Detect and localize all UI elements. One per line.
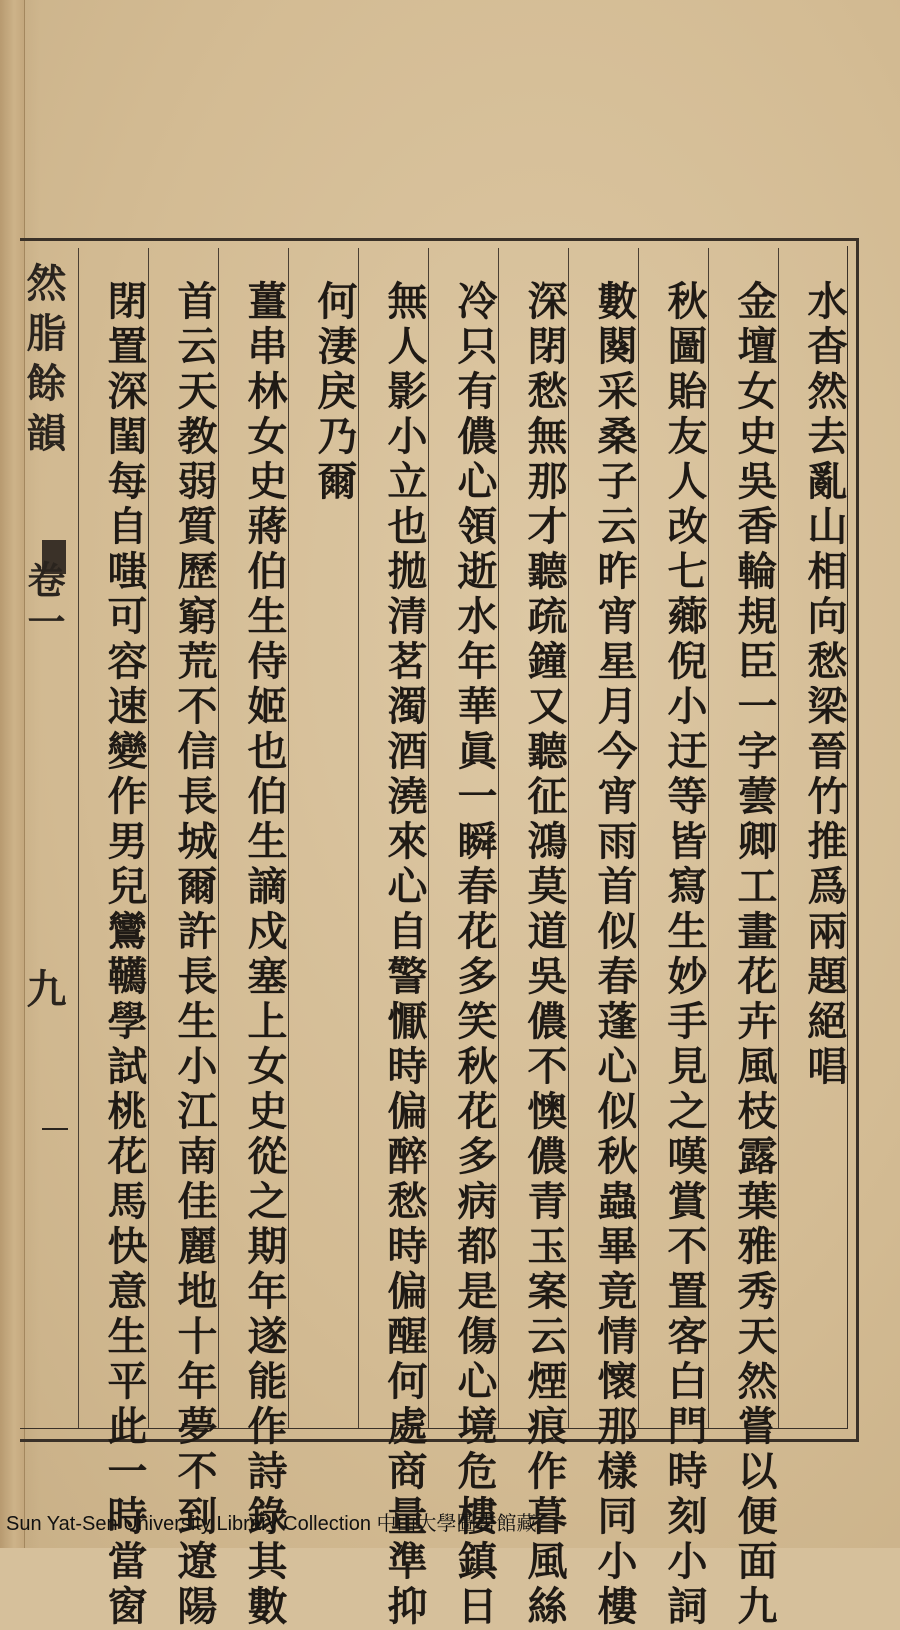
text-column-1: 水杳然去亂山相向愁梁晉竹推爲兩題絕唱 [801,280,848,1090]
text-column-4: 數闋采桑子云昨宵星月今宵雨首似春蓬心似秋蟲畢竟情懷那樣同小樓 [591,280,638,1630]
collection-caption: Sun Yat-Sen University Library Collection 中山大學圖書館藏 [6,1513,537,1535]
text-column-6: 冷只有儂心領逝水年華眞一瞬春花多笑秋花多病都是傷心境危樓鎮日 [451,280,498,1630]
text-column-5: 深閉愁無那才聽疏鐘又聽征鴻莫道吳儂不懊儂青玉案云煙痕作暮風絲 [521,280,568,1630]
text-column-3: 秋圖貽友人改七薌倪小迂等皆寫生妙手見之嘆賞不置客白門時刻小詞 [661,280,708,1630]
text-column-9: 薑串林女史蔣伯生侍姬也伯生謫戍塞上女史從之期年遂能作詩錄其數 [241,280,288,1630]
text-column-2: 金壇女史吳香輪規臣一字蕓卿工畫花卉風枝露葉雅秀天然嘗以便面九 [731,280,778,1630]
text-column-11: 閉置深閨每自嗤可容速變作男兒鸞韉學試桃花馬快意生平此一時當窗 [101,280,148,1630]
column-divider [78,248,79,1428]
text-column-8: 何淒戾乃爾 [311,280,358,505]
page-number: 九 [20,968,67,1008]
volume-label: 卷一 [21,560,66,644]
text-column-7: 無人影小立也拋清茗濁酒澆來心自警懨時偏醉愁時偏醒何處商量準抑 [381,280,428,1630]
book-title: 然脂餘韻 [20,262,67,462]
text-column-10: 首云天教弱質歷窮荒不信長城爾許長生小江南佳麗地十年夢不到遼陽 [171,280,218,1630]
margin-line-mark [42,1128,68,1130]
